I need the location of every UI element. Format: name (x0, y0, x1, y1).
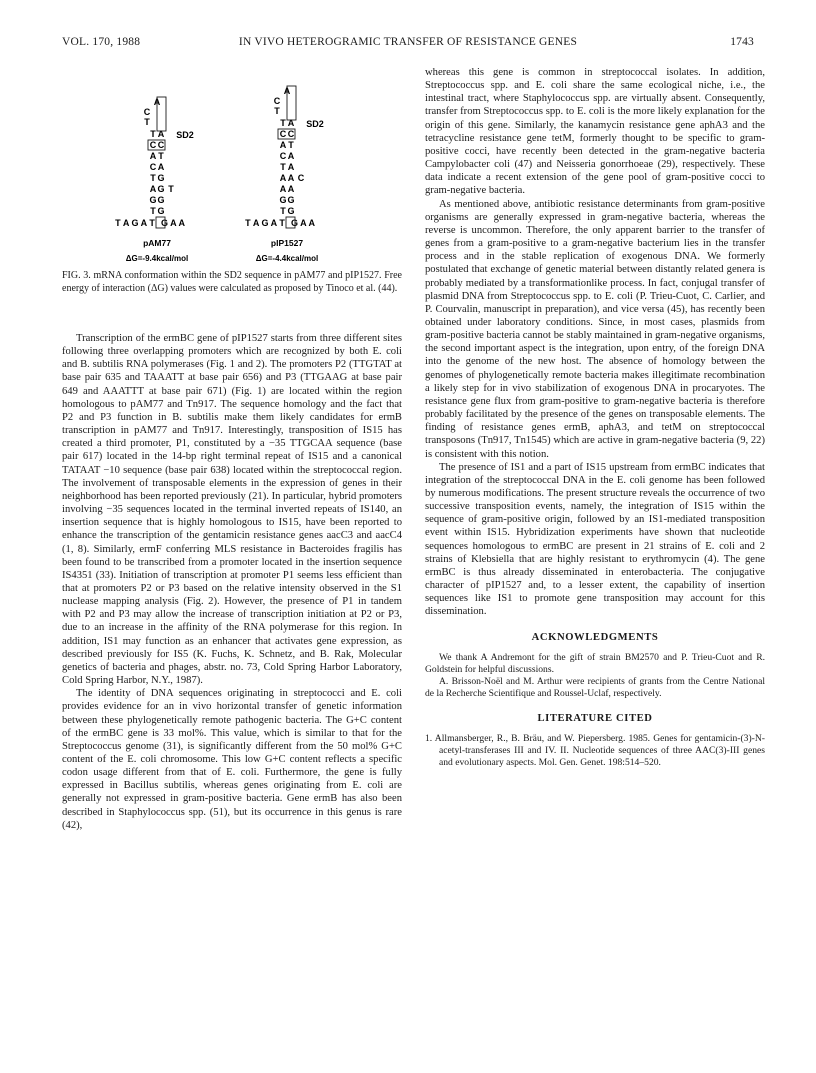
loop-nucleotide: C (273, 96, 281, 106)
loop-nucleotide: C (143, 107, 151, 117)
loop-nucleotide: T (144, 117, 150, 127)
reference-list (425, 733, 765, 769)
acknowledgment: We thank A Andremont for the gift of strain BM2570 and P. Trieu-Cuot and R. Goldstein for helpful discussions. (425, 651, 765, 675)
reference-item: 1. Allmansberger, R., B. Bräu, and W. Piepersberg. 1985. Genes for gentamicin-(3)-N-acetyl-transferases III and IV. II. Nucleotide sequences of three AAC(3)-III genes and evolutionary aspects. Mol. Gen. Genet. 198:514–520. (425, 732, 765, 768)
tail-sequence: T A G A T (245, 218, 285, 228)
stem-nucleotide: A (287, 118, 295, 128)
stem-nucleotide: T (280, 162, 286, 172)
sd2-label: SD2 (306, 119, 324, 129)
stem-nucleotide: C (149, 162, 157, 172)
paragraph: Transcription of the ermBC gene of pIP1527 starts from three different sites following three overlapping promoters which are recognized by both E. coli and B. subtilis RNA polymerases (Fig. 1 and 2). The promoters P2 (TTGTAT at base pair 635 and TAAATT at base pair 656) and P3 (TTGAAG at base pair 649 and AAATTT at base pair 671) (Fig. 1) are located within the region homologous to pAM77 and Tn917. The sequence homology and the fact that P2 and P3 function in B. subtilis make them likely candidates for ermB transcription in pAM77 and Tn917. Interestingly, transposition of IS15 has created a third promoter, P1, constituted by a −35 TTGCAA sequence (base pair 617) located in the 14-bp right terminal repeat of IS15 and a canonical TATAAT −10 sequence (base pair 638) located within the streptococcal region. The involvement of transposable elements in the expression of genes in their neighborhood has been reported previously (21). In particular, hybrid promoters involving −35 sequences located in the terminal inverted repeats of IS140, an insertion sequence that is highly homologous to IS15, have been reported to enhance the transcription of the gentamicin resistance genes aacC3 and aacC4 (1, 8). Similarly, ermF conferring MLS resistance in Bacteroides fragilis has been found to be transcribed from a promoter located in the insertion sequence IS4351 (33). Initiation of transcription at promoter P1 seems less efficient than that at promoters P2 or P3 based on the relative intensity observed in the S1 nuclease mapping analysis (Fig. 2). However, the presence of P1 in tandem with P2 and P3 may allow the increase of transcription initiation at P2 or P3, due to an increase in the affinity of the RNA polymerase for this region. In addition, IS1 may function as an enhancer that activates gene expression, as described previously for IS5 (K. Fuchs, K. Schnetz, and B. Rak, Molecular genetics of bacteria and phages, abstr. no. 73, Cold Spring Harbor Laboratory, Cold Spring Harbor, N.Y., 1987). (62, 333, 402, 687)
tail-sequence: G A A (161, 218, 185, 228)
stem-nucleotide: A (287, 173, 295, 183)
stem-nucleotide: G (157, 206, 165, 216)
paragraph: As mentioned above, antibiotic resistance determinants from gram-positive organisms are generally expressed in gram-negative bacteria, whereas the reverse is uncommon. Therefore, the only apparent barrier to the transfer of genes from a gram-positive to a gram-negative bacterium lies in the transfer process and in the stable replication of exogenous DNA. We formerly postulated that exchange of genetic material between distantly related genera is probably mediated by a transformationlike process. In fact, conjugal transfer of plasmid DNA from Streptococcus spp. to E. coli (P. Trieu-Cuot, C. Carlier, and P. Courvalin, manuscript in preparation), and vice versa (45), has recently been obtained under laboratory conditions. Since, in most cases, plasmids from gram-positive bacteria cannot be stably maintained in gram-negative organisms, the second important aspect is the integration, upon entry, of the foreign DNA into the genome of the new host. The absence of homology between the genomes of phylogenetically remote bacteria makes illegitimate recombination a likely step for in vivo stabilization of exogenous DNA in procaryotes. The resistance gene flux from gram-positive to gram-negative bacteria is therefore probably facilitated by the presence of the genes on transposable elements. The finding of resistance genes ermB, aphA3, and tetM on streptococcal transposons (Tn917, Tn1545) which are active in gram-negative bacteria (9, 22) is consistent with this notion. (425, 198, 765, 460)
running-title: IN VIVO HETEROGRAMIC TRANSFER OF RESISTANCE GENES (238, 36, 578, 48)
stem-nucleotide: C (287, 129, 295, 139)
page-number: 1743 (730, 36, 754, 48)
stem-nucleotide: T (150, 129, 156, 139)
stem-nucleotide: G (287, 206, 295, 216)
stem-nucleotide: A (279, 184, 287, 194)
stem-nucleotide: C (157, 140, 165, 150)
stem-nucleotide: C (149, 140, 157, 150)
stem-nucleotide: G (157, 195, 165, 205)
secondary-structure-diagram (62, 66, 402, 266)
stem-nucleotide: A (287, 151, 295, 161)
stem-nucleotide: T (150, 206, 156, 216)
paragraph: whereas this gene is common in streptococcal isolates. In addition, Streptococcus spp. and E. coli share the same ecological niche, i.e., the intestinal tract, where Staphylococcus spp. are virtually absent. Consequently, transfer from Streptococcus spp. to E. coli is the more likely explanation for the origin of this gene. Similarly, the kanamycin resistance gene aphA3 and the tetracycline resistance gene tetM, formerly thought to be specific to gram-positive cocci, have recently been detected in the gram-negative bacteria Campylobacter coli (47) and Neisseria gonorrhoeae (29), respectively. These data indicate a recent extension of the gene pool of gram-positive cocci to gram-negative bacteria. (425, 67, 765, 197)
stem-nucleotide: A (279, 173, 287, 183)
tail-sequence: T A G A T (115, 218, 155, 228)
stem-nucleotide: G (149, 195, 157, 205)
stem-nucleotide: C (279, 151, 287, 161)
loop-nucleotide: A (283, 86, 291, 96)
loop-nucleotide: T (274, 106, 280, 116)
bulge-nucleotide: C (297, 173, 305, 183)
stem-nucleotide: T (280, 206, 286, 216)
stem-nucleotide: A (157, 129, 165, 139)
bulge-nucleotide: T (168, 184, 174, 194)
literature-cited-heading: LITERATURE CITED (537, 712, 653, 724)
tail-sequence: G A A (291, 218, 315, 228)
stem-nucleotide: C (279, 129, 287, 139)
acknowledgment: A. Brisson-Noël and M. Arthur were recipients of grants from the Centre National de la Recherche Scientifique and Roussel-Uclaf, respectively. (425, 675, 765, 699)
running-head (62, 36, 754, 52)
plasmid-name: pIP1527 (270, 238, 304, 248)
stem-nucleotide: T (158, 151, 164, 161)
paragraph: The identity of DNA sequences originating in streptococci and E. coli provides evidence for an in vivo horizontal transfer of genetic information between these phylogenetically remote pathogenic bacteria. The G+C content of the ermBC gene is 33 mol%. This value, which is similar to that for the Streptococcus genome (31), is significantly different from the 50 mol% G+C content of the E. coli chromosome. This low G+C content reflects a specific codon usage different from that of E. coli. Furthermore, the gene is fully expressed in Bacillus subtilis, whereas genes originating from E. coli are generally not expressed in gram-positive bacteria. Gene ermB has also been described in Staphylococcus spp. (51), but its occurrence in this genus is rare (42), (62, 688, 402, 831)
acknowledgments-heading: ACKNOWLEDGMENTS (531, 631, 659, 643)
volume-year: VOL. 170, 1988 (62, 36, 141, 48)
right-column (425, 66, 765, 769)
paragraph: The presence of IS1 and a part of IS15 upstream from ermBC indicates that integration of the streptococcal DNA in the E. coli genome has been followed by numerous modifications. The present structure reveals the occurrence of two successive transposition events, namely, the integration of IS15 within the sequence of gram-positive origin, followed by an IS1-mediated transposition event within IS15. Hybridization experiments have shown that nucleotide sequences homologous to ermBC are present in 21 strains of E. coli and 2 strains of Klebsiella that are highly resistant to erythromycin (4). The gene ermBC is thus already disseminated in enterobacteria. The conjugative character of pIP1527 and, to a lesser extent, the capability of insertion sequences like IS1 to promote gene transposition may account for this dissemination. (425, 461, 765, 618)
stem-nucleotide: A (279, 140, 287, 150)
stem-nucleotide: A (287, 184, 295, 194)
stem-nucleotide: A (149, 151, 157, 161)
plasmid-name: pAM77 (143, 238, 171, 248)
stem-nucleotide: T (280, 118, 286, 128)
free-energy-label: ΔG=-4.4kcal/mol (255, 254, 319, 263)
stem-nucleotide: G (157, 173, 165, 183)
stem-nucleotide: A (149, 184, 157, 194)
stem-nucleotide: A (157, 162, 165, 172)
figure-caption: FIG. 3. mRNA conformation within the SD2 sequence in pAM77 and pIP1527. Free energy of interaction (ΔG) values were calculated as proposed by Tinoco et al. (44). (62, 270, 402, 294)
stem-nucleotide: T (150, 173, 156, 183)
free-energy-label: ΔG=-9.4kcal/mol (125, 254, 189, 263)
stem-nucleotide: T (288, 140, 294, 150)
sd2-label: SD2 (176, 130, 194, 140)
left-column (62, 332, 402, 832)
stem-nucleotide: G (287, 195, 295, 205)
loop-nucleotide: A (153, 97, 161, 107)
stem-nucleotide: G (279, 195, 287, 205)
stem-nucleotide: G (157, 184, 165, 194)
stem-nucleotide: A (287, 162, 295, 172)
